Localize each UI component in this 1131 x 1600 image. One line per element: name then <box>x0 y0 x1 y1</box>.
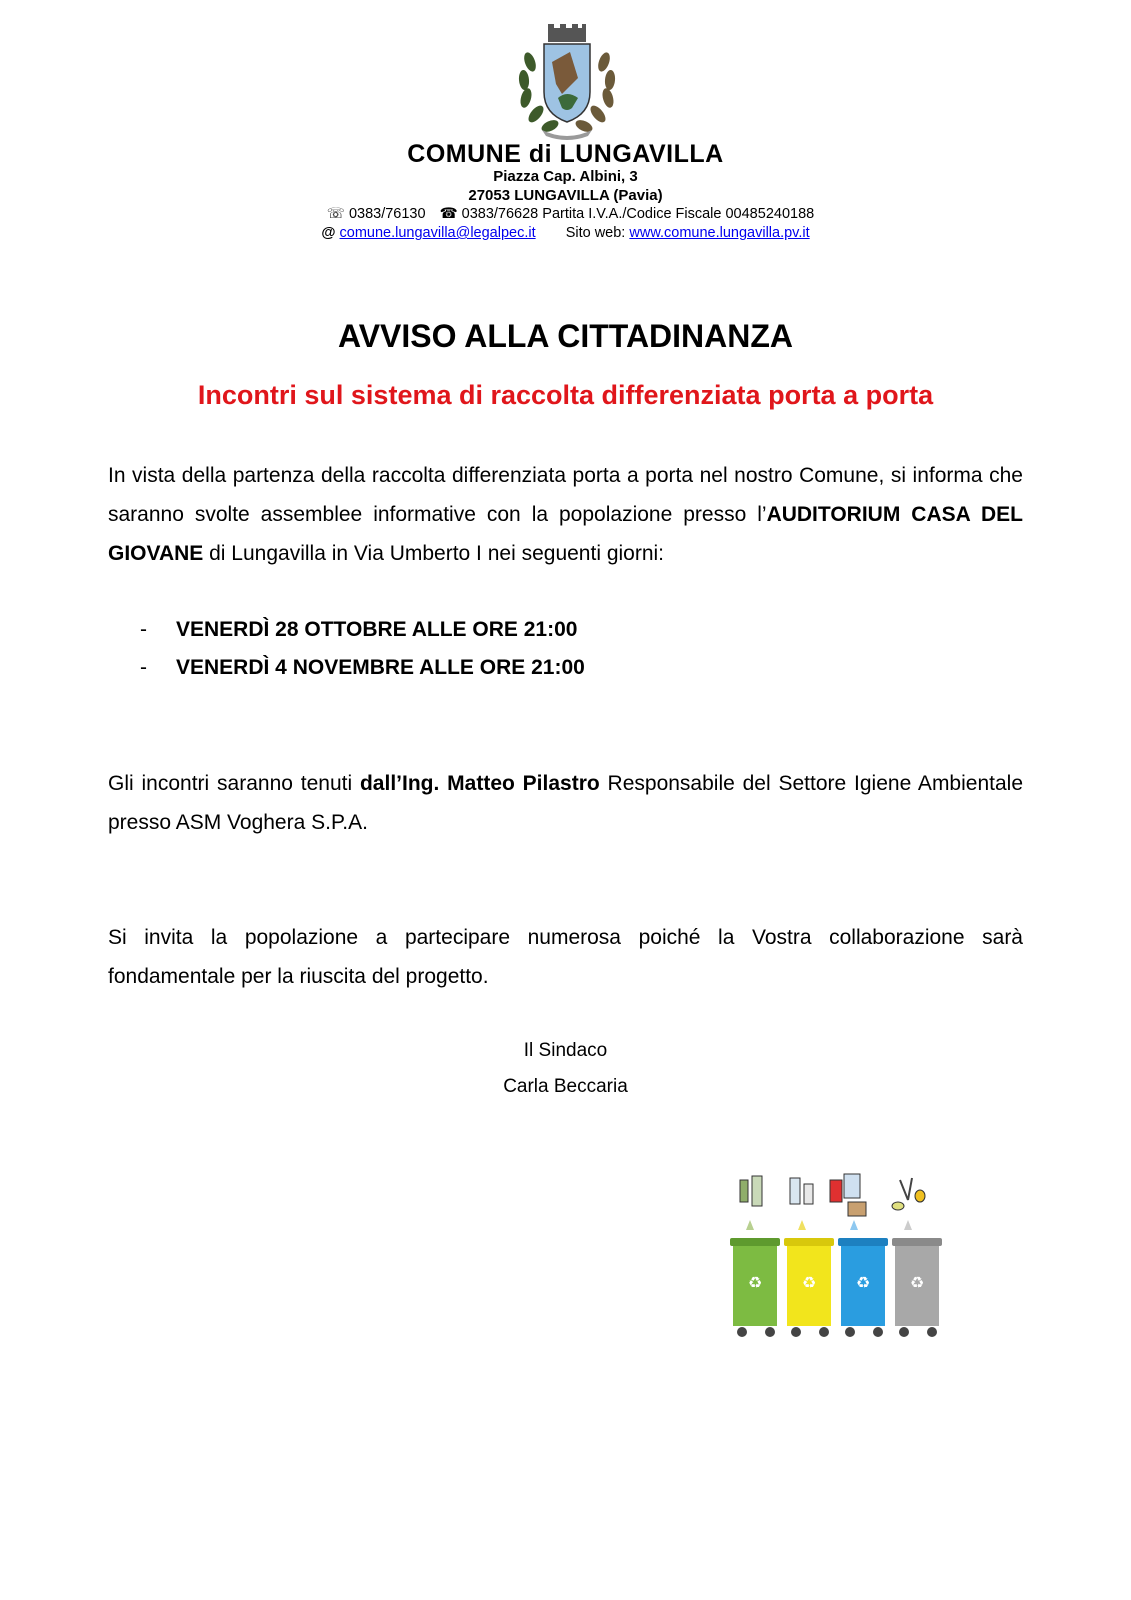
speaker-text: Gli incontri saranno tenuti <box>108 772 360 795</box>
signature-name: Carla Beccaria <box>503 1076 628 1097</box>
list-dash: - <box>140 618 147 641</box>
venue-name: AUDITORIUM CASA DEL GIOVANE <box>108 503 1023 565</box>
address-line-1: Piazza Cap. Albini, 3 <box>493 168 638 185</box>
intro-paragraph <box>108 456 1023 573</box>
notice-subtitle: Incontri sul sistema di raccolta differenziata porta a porta <box>197 380 934 410</box>
intro-text: In vista della partenza della raccolta differenziata porta a porta nel nostro Comune, si informa che saranno svolte assemblee informative con la popolazione presso l’ <box>108 464 1023 526</box>
fax-icon: ☎ <box>439 206 458 222</box>
list-dash: - <box>140 656 147 679</box>
tax-info: Partita I.V.A./Codice Fiscale 00485240188 <box>542 206 815 222</box>
phone-icon: ☏ <box>326 206 345 222</box>
speaker-name: dall’Ing. Matteo Pilastro <box>359 772 600 795</box>
meeting-date-2: VENERDÌ 4 NOVEMBRE ALLE ORE 21:00 <box>176 656 585 679</box>
list-item <box>140 656 585 680</box>
invitation-paragraph: Si invita la popolazione a partecipare numerosa poiché la Vostra collaborazione sarà fondamentale per la riuscita del progetto. <box>108 926 1023 988</box>
meeting-date-1: VENERDÌ 28 OTTOBRE ALLE ORE 21:00 <box>176 618 578 641</box>
svg-text:♻: ♻ <box>801 1275 817 1292</box>
svg-text:♻: ♻ <box>909 1275 925 1292</box>
intro-text-end: di Lungavilla in Via Umberto I nei seguenti giorni: <box>203 542 665 565</box>
list-item <box>140 618 577 642</box>
address-line-2: 27053 LUNGAVILLA (Pavia) <box>468 187 663 204</box>
speaker-paragraph <box>108 764 1023 842</box>
signature-role: Il Sindaco <box>523 1040 608 1061</box>
speaker-text-end: Responsabile del Settore Igiene Ambientale presso ASM Voghera S.P.A. <box>108 772 1023 834</box>
website-link[interactable]: www.comune.lungavilla.pv.it <box>629 225 810 241</box>
svg-text:♻: ♻ <box>747 1275 763 1292</box>
email-link[interactable]: comune.lungavilla@legalpec.it <box>339 225 536 241</box>
phone-number: 0383/76130 <box>348 206 426 222</box>
municipal-crest-icon <box>512 22 622 140</box>
notice-title: AVVISO ALLA CITTADINANZA <box>337 318 794 354</box>
contact-line <box>0 206 1131 222</box>
website-label: Sito web: <box>565 225 626 241</box>
municipality-name: COMUNE di LUNGAVILLA <box>407 140 724 168</box>
web-line <box>0 225 1131 241</box>
fax-number: 0383/76628 <box>461 206 539 222</box>
recycling-bins-icon <box>730 1170 960 1340</box>
svg-text:♻: ♻ <box>855 1275 871 1292</box>
email-icon: @ <box>321 225 336 241</box>
